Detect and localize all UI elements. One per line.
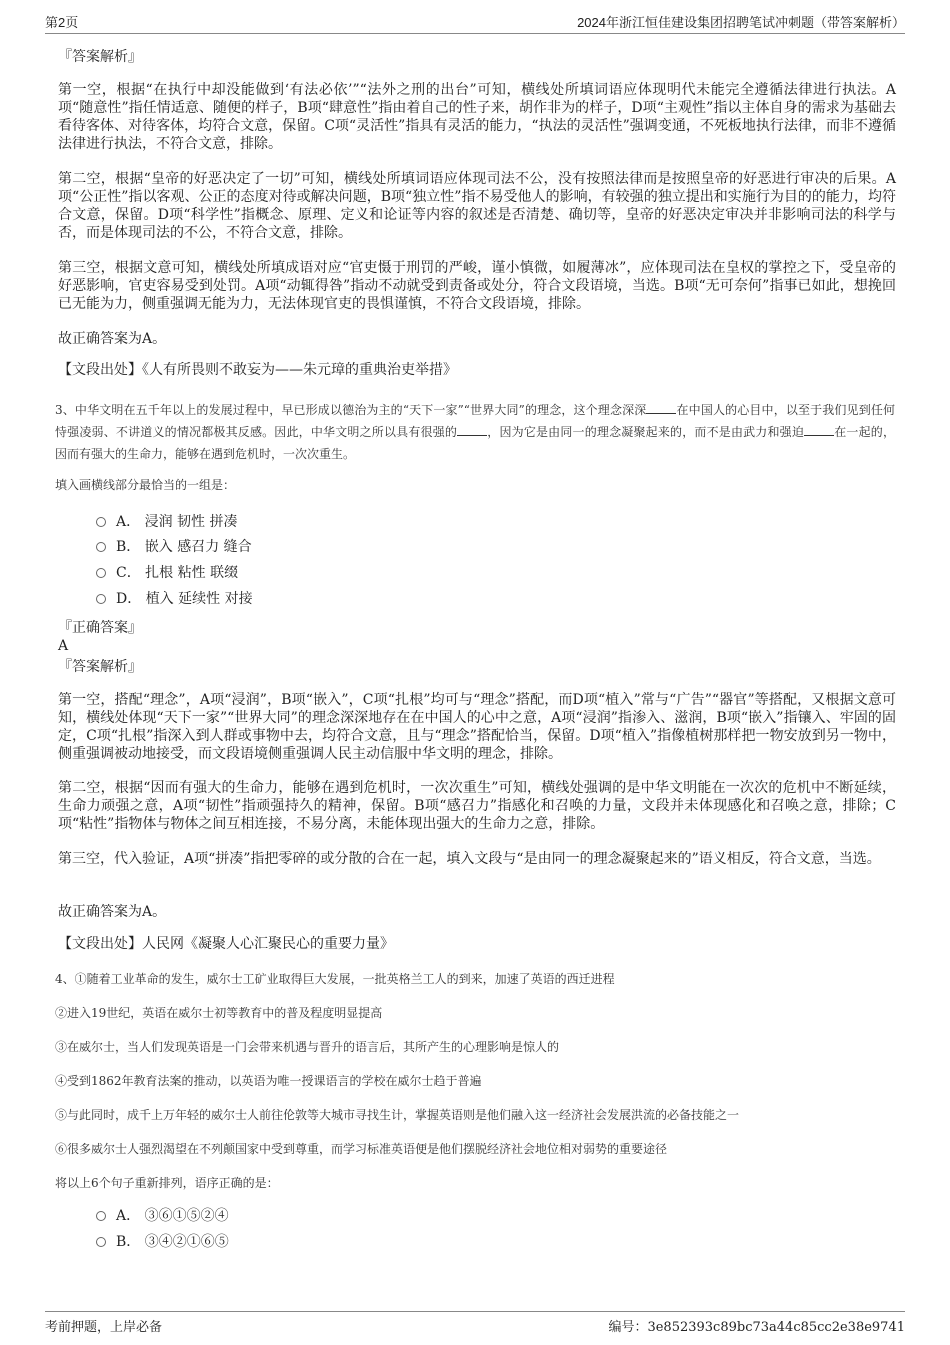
sentence-4: ④受到1862年教育法案的推动，以英语为唯一授课语言的学校在威尔士趋于普遍 (55, 1074, 482, 1088)
radio-icon[interactable] (96, 1211, 106, 1221)
document-id: 编号：3e852393c89bc73a44c85cc2e38e9741 (608, 1320, 905, 1335)
conclusion: 故正确答案为A。 (58, 904, 167, 920)
analysis-paragraph: 第三空，代入验证，A项“拼凑”指把零碎的或分散的合在一起，填入文段与“是由同一的理念凝聚起来的”语义相反，符合文意，当选。 (58, 851, 881, 867)
option-b[interactable]: B． ③④②①⑥⑤ (96, 1232, 229, 1252)
footer-slogan: 考前押题，上岸必备 (45, 1320, 163, 1335)
radio-icon[interactable] (96, 594, 106, 604)
conclusion: 故正确答案为A。 (58, 331, 167, 347)
analysis-paragraph: 第三空，根据文意可知，横线处所填成语对应“官吏慑于刑罚的严峻，谨小慎微，如履薄冰”，应体现司法在皇权的掌控之下，受皇帝的好恶影响，官吏容易受到处罚。A项“动辄得咎”指动不动就受到责备或处分，符合文段语境，当选。B项“无可奈何”指事已如此，想挽回已无能为力，侧重强调无能为力，无法体现官吏的畏惧谨慎，不符合文段语境，排除。 (58, 260, 896, 312)
analysis-paragraph: 第一空，根据“在执行中却没能做到‘有法必依’”“法外之刑的出台”可知，横线处所填词语应体现明代未能完全遵循法律进行执法。A项“随意性”指任情适意、随便的样子，B项“肆意性”指由着自己的性子来，胡作非为的样子，D项“主观性”指以主体自身的需求为基础去看待客体、对待客体，均符合文意，保留。C项“灵活性”指具有灵活的能力，“执法的灵活性”强调变通，不死板地执行法律，而非不遵循法律进行执法，不符合文意，排除。 (58, 82, 896, 152)
analysis-label: 『答案解析』 (58, 659, 142, 675)
radio-icon[interactable] (96, 568, 106, 578)
answer-value: A (58, 638, 69, 654)
source-citation: 【文段出处】人民网《凝聚人心汇聚民心的重要力量》 (58, 936, 394, 952)
blank (804, 424, 834, 436)
sentence-1: 4、①随着工业革命的发生，威尔士工矿业取得巨大发展，一批英格兰工人的到来，加速了英语的西迁进程 (55, 972, 615, 986)
option-a[interactable]: A． ③⑥①⑤②④ (96, 1206, 229, 1226)
sentence-3: ③在威尔士，当人们发现英语是一门会带来机遇与晋升的语言后，其所产生的心理影响是惊人的 (55, 1040, 560, 1054)
sentence-5: ⑤与此同时，成千上万年轻的威尔士人前往伦敦等大城市寻找生计，掌握英语则是他们融入这一经济社会发展洪流的必备技能之一 (55, 1108, 740, 1122)
analysis-label: 『答案解析』 (58, 49, 142, 65)
page-footer (45, 1311, 905, 1333)
page-number: 第2页 (45, 15, 79, 30)
question-prompt: 填入画横线部分最恰当的一组是： (55, 478, 236, 492)
document-title: 2024年浙江恒佳建设集团招聘笔试冲刺题（带答案解析） (577, 15, 905, 30)
analysis-paragraph: 第二空，根据“皇帝的好恶决定了一切”可知，横线处所填词语应体现司法不公，没有按照法律而是按照皇帝的好恶进行审决的后果。A项“公正性”指以客观、公正的态度对待或解决问题，B项“独立性”指不易受他人的影响，有较强的独立提出和实施行为目的的能力，均符合文意，保留。D项“科学性”指概念、原理、定义和论证等内容的叙述是否清楚、确切等，皇帝的好恶决定审决并非影响司法的科学与否，而是体现司法的不公，不符合文意，排除。 (58, 171, 896, 241)
radio-icon[interactable] (96, 542, 106, 552)
answer-label: 『正确答案』 (58, 620, 142, 636)
option-a[interactable]: A． 浸润 韧性 拼凑 (96, 512, 237, 532)
radio-icon[interactable] (96, 1237, 106, 1247)
sentence-2: ②进入19世纪，英语在威尔士初等教育中的普及程度明显提高 (55, 1006, 383, 1020)
source-citation: 【文段出处】《人有所畏则不敢妄为——朱元璋的重典治吏举措》 (58, 362, 457, 378)
question-prompt: 将以上6个句子重新排列，语序正确的是： (55, 1176, 279, 1190)
blank (457, 424, 487, 436)
sentence-6: ⑥很多威尔士人强烈渴望在不列颠国家中受到尊重，而学习标准英语便是他们摆脱经济社会地位相对弱势的重要途径 (55, 1142, 668, 1156)
blank (646, 402, 676, 414)
question-stem: 3、中华文明在五千年以上的发展过程中，早已形成以德治为主的“天下一家”“世界大同”的理念，这个理念深深 在中国人的心目中，以至于我们见到任何恃强凌弱、不讲道义的情况都极其反感。因此，中华文明之所以具有很强的 ，因为它是由同一的理念凝聚起来的，而不是由武力和强迫 在一起的，因而有强大的生命力，能够在遇到危机时，一次次重生。 (55, 403, 895, 461)
option-c[interactable]: C． 扎根 粘性 联缀 (96, 563, 238, 583)
analysis-paragraph: 第二空，根据“因而有强大的生命力，能够在遇到危机时，一次次重生”可知，横线处强调的是中华文明能在一次次的危机中不断延续，生命力顽强之意，A项“韧性”指顽强持久的精神，保留。B项“感召力”指感化和召唤的力量，文段并未体现感化和召唤之意，排除；C项“粘性”指物体与物体之间互相连接，不易分离，未能体现出强大的生命力之意，排除。 (58, 780, 896, 832)
radio-icon[interactable] (96, 517, 106, 527)
analysis-paragraph: 第一空，搭配“理念”，A项“浸润”，B项“嵌入”，C项“扎根”均可与“理念”搭配，而D项“植入”常与“广告”“器官”等搭配，又根据文意可知，横线处体现“天下一家”“世界大同”的理念深深地存在在中国人的心中之意，A项“浸润”指渗入、滋润，B项“嵌入”指镶入、牢固的固定，C项“扎根”指深入到人群或事物中去，均符合文意，且与“理念”搭配恰当，保留。D项“植入”指像植树那样把一物安放到另一物中，侧重强调被动地接受，而文段语境侧重强调人民主动信服中华文明的理念，排除。 (58, 692, 896, 762)
page-header (45, 12, 905, 34)
option-b[interactable]: B． 嵌入 感召力 缝合 (96, 537, 252, 557)
option-d[interactable]: D． 植入 延续性 对接 (96, 589, 253, 609)
